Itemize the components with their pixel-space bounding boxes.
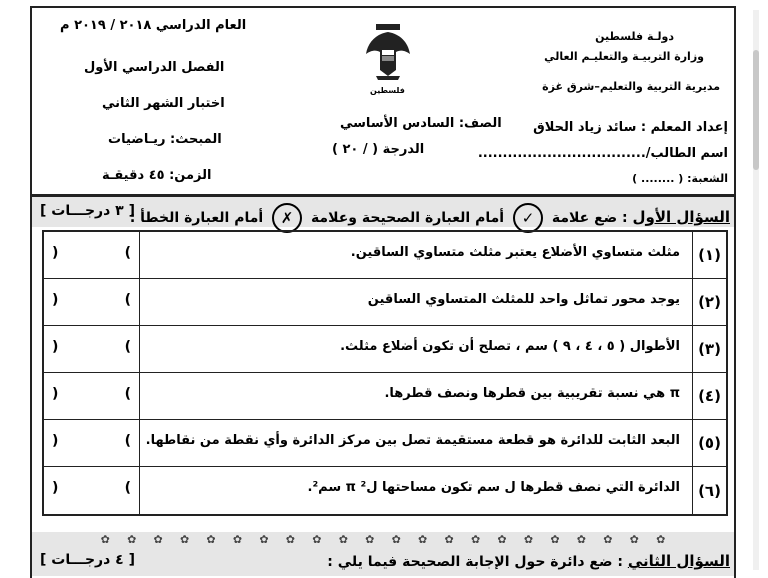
score-label: الدرجة ( / ٢٠ ) <box>332 142 425 157</box>
section-field[interactable]: الشعبة: ( ........ ) <box>632 172 728 185</box>
answer-paren-close: ( <box>124 386 131 402</box>
subject: المبحث: ريـاضيات <box>108 132 222 147</box>
answer-cell[interactable] <box>44 326 140 372</box>
flower-icon: ✿ <box>550 532 560 546</box>
palestine-emblem-icon <box>362 20 414 86</box>
answer-cell[interactable] <box>44 279 140 325</box>
answer-cell[interactable] <box>44 467 140 514</box>
flower-icon: ✿ <box>576 532 586 546</box>
question1-degrees: [ ٣ درجـــات ] <box>40 203 135 219</box>
answer-paren-close: ( <box>124 433 131 449</box>
item-number: (٦) <box>692 467 726 514</box>
scrollbar-thumb[interactable] <box>753 50 759 170</box>
question2-bar <box>32 546 734 576</box>
answer-cell[interactable] <box>44 373 140 419</box>
item-statement: يوجد محور تماثل واحد للمثلث المتساوي الساقين <box>367 292 680 307</box>
vertical-scrollbar[interactable] <box>753 10 759 570</box>
flower-icon: ✿ <box>470 532 481 546</box>
item-statement: مثلث متساوي الأضلاع يعتبر مثلث متساوي الساقين. <box>350 245 680 260</box>
exam-name: اختبار الشهر الثاني <box>102 96 225 111</box>
flower-icon: ✿ <box>497 532 507 546</box>
answer-paren-open: ) <box>52 386 59 402</box>
question1-instruction-a: : ضع علامة <box>551 210 628 226</box>
exam-header <box>32 8 734 194</box>
flower-icon: ✿ <box>179 532 190 546</box>
answer-cell[interactable] <box>44 232 140 278</box>
exam-sheet <box>30 6 736 578</box>
flower-icon: ✿ <box>232 532 243 546</box>
answer-paren-open: ) <box>52 433 59 449</box>
question2-instruction: : ضع دائرة حول الإجابة الصحيحة فيما يلي : <box>327 554 623 570</box>
item-statement: π هي نسبة تقريبية بين قطرها ونصف قطرها. <box>384 386 680 401</box>
directorate-name: مديرية التربية والتعليم–شرق غزة <box>542 80 720 93</box>
question1-bar <box>32 197 734 227</box>
table-row <box>44 326 726 373</box>
answer-paren-open: ) <box>52 339 59 355</box>
table-row <box>44 232 726 279</box>
flower-icon: ✿ <box>444 532 454 546</box>
flower-icon: ✿ <box>206 532 216 546</box>
check-mark-icon: ✓ <box>513 203 543 233</box>
question1-title: السؤال الأول <box>632 208 730 226</box>
table-row <box>44 279 726 326</box>
table-row <box>44 420 726 467</box>
decorative-divider <box>32 532 734 546</box>
student-name-field[interactable]: اسم الطالب/.................................. <box>477 146 728 161</box>
answer-paren-open: ) <box>52 245 59 261</box>
item-statement: الأطوال ( ٥ ، ٤ ، ٩ ) سم ، تصلح أن تكون أضلاع مثلث. <box>340 339 680 354</box>
item-number: (٣) <box>692 326 726 372</box>
flower-icon: ✿ <box>656 532 666 546</box>
ministry-name: وزارة التربيـة والتعليـم العالي <box>544 50 704 63</box>
item-statement: البعد الثابت للدائرة هو قطعة مستقيمة تصل بين مركز الدائرة وأي نقطة من نقاطها. <box>145 433 680 448</box>
question1-heading <box>130 203 730 233</box>
answer-paren-close: ( <box>124 339 131 355</box>
answer-paren-close: ( <box>124 480 131 496</box>
question2-heading <box>327 552 730 570</box>
flower-icon: ✿ <box>312 532 322 546</box>
flower-icon: ✿ <box>418 532 428 546</box>
item-number: (١) <box>692 232 726 278</box>
flower-icon: ✿ <box>338 532 348 546</box>
flower-icon: ✿ <box>259 532 269 546</box>
answer-paren-open: ) <box>52 480 59 496</box>
exam-time: الزمن: ٤٥ دقيقـة <box>102 168 212 183</box>
flower-icon: ✿ <box>629 532 639 546</box>
flower-icon: ✿ <box>100 532 110 546</box>
question1-instruction-c: أمام العبارة الخطأ : <box>129 210 264 226</box>
item-number: (٢) <box>692 279 726 325</box>
emblem-caption: فلسطين <box>370 86 405 95</box>
table-row <box>44 467 726 514</box>
item-statement: الدائرة التي نصف قطرها ل سم تكون مساحتها ل² π سم². <box>307 480 680 495</box>
flower-icon: ✿ <box>391 532 401 546</box>
grade-label: الصف: السادس الأساسي <box>340 116 502 131</box>
item-number: (٥) <box>692 420 726 466</box>
table-row <box>44 373 726 420</box>
academic-year: العام الدراسي ٢٠١٨ / ٢٠١٩ م <box>60 18 247 33</box>
teacher-name: إعداد المعلم : سائد زياد الحلاق <box>533 120 728 135</box>
flower-icon: ✿ <box>365 532 375 546</box>
flower-icon: ✿ <box>603 532 613 546</box>
answer-paren-close: ( <box>124 292 131 308</box>
question1-instruction-b: أمام العبارة الصحيحة وعلامة <box>310 210 505 226</box>
answer-paren-open: ) <box>52 292 59 308</box>
question2-degrees: [ ٤ درجـــات ] <box>40 552 135 568</box>
true-false-table <box>42 230 728 516</box>
answer-paren-close: ( <box>124 245 131 261</box>
semester: الفصل الدراسي الأول <box>84 60 225 75</box>
item-number: (٤) <box>692 373 726 419</box>
flower-icon: ✿ <box>523 532 534 546</box>
flower-icon: ✿ <box>153 532 163 546</box>
answer-cell[interactable] <box>44 420 140 466</box>
flower-icon: ✿ <box>127 532 137 546</box>
flower-icon: ✿ <box>285 532 295 546</box>
question2-title: السؤال الثاني <box>627 552 730 570</box>
country-name: دولـة فلسطين <box>595 30 674 43</box>
x-mark-icon: ✗ <box>272 203 302 233</box>
